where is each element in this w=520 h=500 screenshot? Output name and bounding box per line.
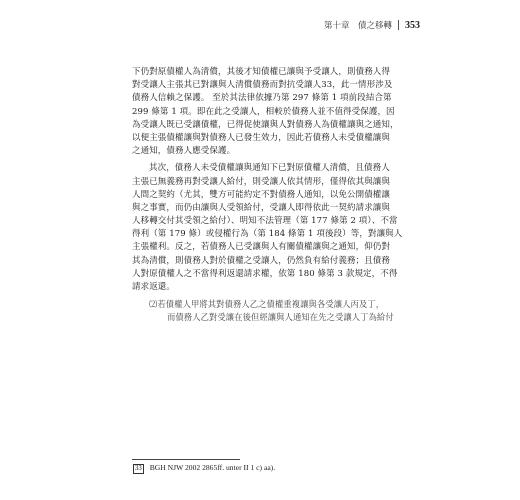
text-line: 主張已無義務再對受讓人給付，則受讓人依其情形，僅得依其與讓與 — [132, 176, 391, 187]
text-line: 之通知，債務人應受保護。 — [132, 146, 236, 157]
text-line: 以便主張債權讓與對債務人已發生效力，因此若債務人未受債權讓與 — [132, 132, 391, 143]
text-line: 得利（第 179 條）或侵權行為（第 184 條第 1 項後段）等，對讓與人 — [132, 229, 403, 240]
footnote-text: BGH NJW 2002 2865ff. unter II 1 c) aa). — [149, 463, 276, 472]
text-line: 債務人信賴之保護。 至於其法律依據乃第 297 條第 1 項前段結合第 — [132, 93, 392, 104]
paragraph-2 — [132, 162, 403, 294]
text-line: 為受讓人既已受讓債權，已得促使讓與人對債務人為債權讓與之通知， — [132, 119, 399, 130]
text-line: 而債務人乙對受讓在後但經讓與人通知在先之受讓人丁為給付 — [167, 312, 394, 323]
text-line: 其次，債務人未受債權讓與通知下已對原債權人清償，且債務人 — [149, 163, 390, 174]
text-line: 對受讓人主張其已對讓與人清償債務而對抗受讓人33，此一情形涉及 — [132, 80, 393, 91]
footnote-marker: 33 — [135, 465, 142, 472]
running-header — [324, 19, 420, 31]
footnote — [133, 463, 275, 474]
text-line: 與之事實，而仍由讓與人受領給付，受讓人即得依此一契約請求讓與 — [132, 202, 391, 213]
chapter-title: 第十章 債之移轉 — [323, 21, 392, 31]
text-line: 299 條第 1 項。即在此之受讓人，相較於債務人並不值得受保護，因 — [132, 106, 395, 117]
paragraph-3 — [132, 298, 400, 324]
header-divider — [398, 20, 399, 30]
page-number: 353 — [405, 19, 420, 31]
text-line: 人間之契約（尤其，雙方可能約定不對債務人通知，以免公開債權讓 — [132, 189, 391, 200]
text-line: 其為清償，則債務人對於債權之受讓人，仍然負有給付義務；且債務 — [132, 255, 391, 266]
body-text — [132, 66, 403, 325]
text-line: 主張權利。反之，若債務人已受讓與人有關債權讓與之通知，仰仍對 — [132, 242, 391, 253]
paragraph-1 — [132, 66, 400, 158]
text-line: ⑵若債權人甲將其對債務人乙之債權重複讓與各受讓人丙及丁， — [149, 299, 385, 310]
text-line: 下仍對原債權人為清償，其後才知債權已讓與予受讓人，則債務人得 — [132, 67, 391, 77]
text-line: 請求返還。 — [132, 282, 176, 292]
text-line: 人對原債權人之不當得利返還請求權，依第 180 條第 3 款規定，不得 — [132, 268, 398, 279]
text-line: 人移轉交付其受領之給付）、明知不法管理（第 177 條第 2 項）、不當 — [132, 216, 398, 227]
footnote-rule — [132, 459, 240, 460]
